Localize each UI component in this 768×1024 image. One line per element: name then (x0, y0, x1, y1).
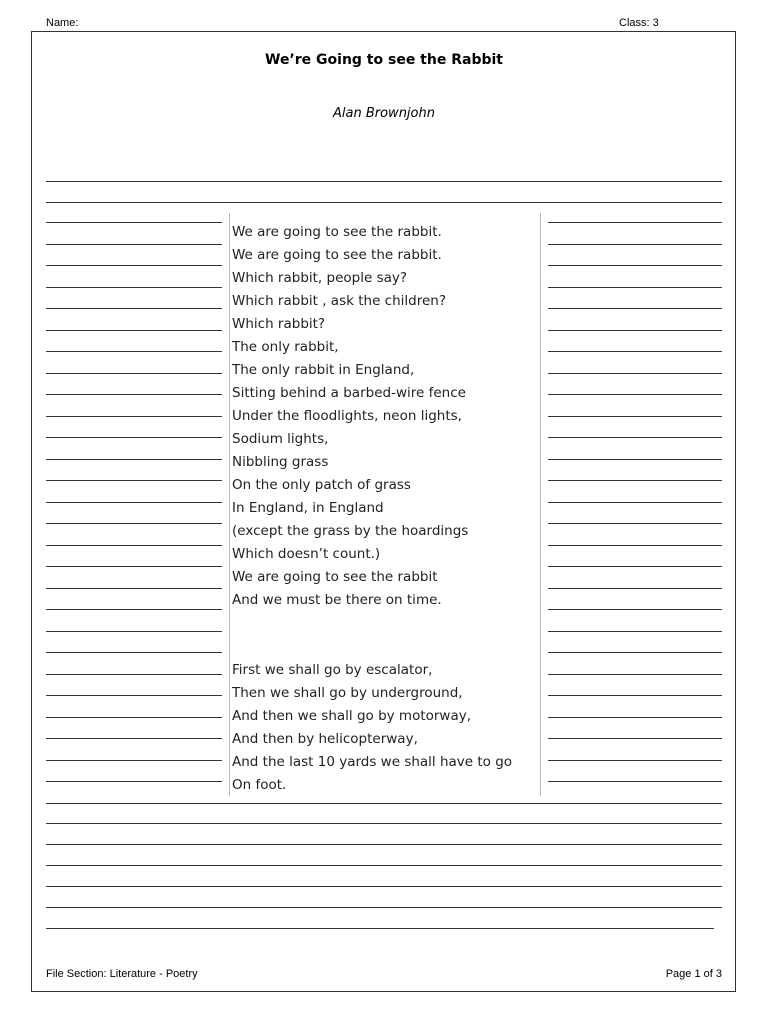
poem-title: We’re Going to see the Rabbit (265, 52, 503, 68)
right-margin-rule (548, 244, 722, 245)
right-margin-rule (548, 609, 722, 610)
poem-line: Which doesn’t count.) (232, 546, 381, 562)
right-margin-rule (548, 394, 722, 395)
poem-line: On the only patch of grass (232, 477, 411, 493)
full-width-rule (46, 823, 722, 824)
poem-line: Which rabbit, people say? (232, 270, 408, 286)
right-margin-rule (548, 760, 722, 761)
right-margin-rule (548, 717, 722, 718)
full-width-rule (46, 928, 714, 929)
right-margin-rule (548, 373, 722, 374)
left-margin-rule (46, 330, 222, 331)
left-margin-rule (46, 545, 222, 546)
poem-line: And then by helicopterway, (232, 731, 418, 747)
right-margin-rule (548, 437, 722, 438)
footer-page-number: Page 1 of 3 (665, 968, 722, 980)
poem-line: Under the floodlights, neon lights, (232, 408, 462, 424)
poem-line: First we shall go by escalator, (232, 662, 433, 678)
left-margin-rule (46, 674, 222, 675)
poem-line: The only rabbit in England, (232, 362, 415, 378)
left-margin-rule (46, 437, 222, 438)
right-margin-rule (548, 330, 722, 331)
left-margin-rule (46, 738, 222, 739)
left-margin-rule (46, 222, 222, 223)
right-margin-rule (548, 265, 722, 266)
left-margin-rule (46, 416, 222, 417)
left-margin-rule (46, 265, 222, 266)
left-margin-rule (46, 480, 222, 481)
left-margin-rule (46, 287, 222, 288)
name-label: Name: (46, 17, 79, 29)
left-margin-rule (46, 631, 222, 632)
left-margin-rule (46, 502, 222, 503)
right-margin-rule (548, 781, 722, 782)
poem-line: The only rabbit, (232, 339, 339, 355)
poem-text-box (229, 213, 541, 796)
poem-line: And the last 10 yards we shall have to go (232, 754, 513, 770)
full-width-rule (46, 865, 722, 866)
poem-line: We are going to see the rabbit. (232, 247, 442, 263)
left-margin-rule (46, 717, 222, 718)
poem-line: And we must be there on time. (232, 592, 442, 608)
right-margin-rule (548, 480, 722, 481)
right-margin-rule (548, 652, 722, 653)
poem-line: (except the grass by the hoardings (232, 523, 469, 539)
right-margin-rule (548, 416, 722, 417)
right-margin-rule (548, 287, 722, 288)
left-margin-rule (46, 351, 222, 352)
poem-author: Alan Brownjohn (333, 106, 435, 121)
left-margin-rule (46, 652, 222, 653)
right-margin-rule (548, 222, 722, 223)
left-margin-rule (46, 588, 222, 589)
left-margin-rule (46, 781, 222, 782)
full-width-rule (46, 886, 722, 887)
poem-line: We are going to see the rabbit. (232, 224, 442, 240)
full-width-rule (46, 181, 722, 182)
left-margin-rule (46, 308, 222, 309)
poem-line: Which rabbit , ask the children? (232, 293, 446, 309)
right-margin-rule (548, 502, 722, 503)
poem-line: Sodium lights, (232, 431, 329, 447)
left-margin-rule (46, 695, 222, 696)
right-margin-rule (548, 523, 722, 524)
poem-line: We are going to see the rabbit (232, 569, 438, 585)
full-width-rule (46, 844, 722, 845)
right-margin-rule (548, 695, 722, 696)
poem-line: Then we shall go by underground, (232, 685, 463, 701)
right-margin-rule (548, 588, 722, 589)
left-margin-rule (46, 760, 222, 761)
right-margin-rule (548, 631, 722, 632)
class-label: Class: 3 (619, 17, 659, 29)
poem-line: Which rabbit? (232, 316, 326, 332)
right-margin-rule (548, 459, 722, 460)
right-margin-rule (548, 674, 722, 675)
left-margin-rule (46, 394, 222, 395)
right-margin-rule (548, 738, 722, 739)
full-width-rule (46, 803, 722, 804)
poem-line: Nibbling grass (232, 454, 329, 470)
right-margin-rule (548, 566, 722, 567)
left-margin-rule (46, 566, 222, 567)
full-width-rule (46, 907, 722, 908)
left-margin-rule (46, 373, 222, 374)
poem-line: On foot. (232, 777, 287, 793)
right-margin-rule (548, 351, 722, 352)
right-margin-rule (548, 545, 722, 546)
left-margin-rule (46, 244, 222, 245)
left-margin-rule (46, 459, 222, 460)
left-margin-rule (46, 523, 222, 524)
left-margin-rule (46, 609, 222, 610)
right-margin-rule (548, 308, 722, 309)
poem-line: Sitting behind a barbed-wire fence (232, 385, 466, 401)
poem-line: And then we shall go by motorway, (232, 708, 472, 724)
full-width-rule (46, 202, 722, 203)
poem-line: In England, in England (232, 500, 384, 516)
footer-section: File Section: Literature - Poetry (46, 968, 198, 980)
